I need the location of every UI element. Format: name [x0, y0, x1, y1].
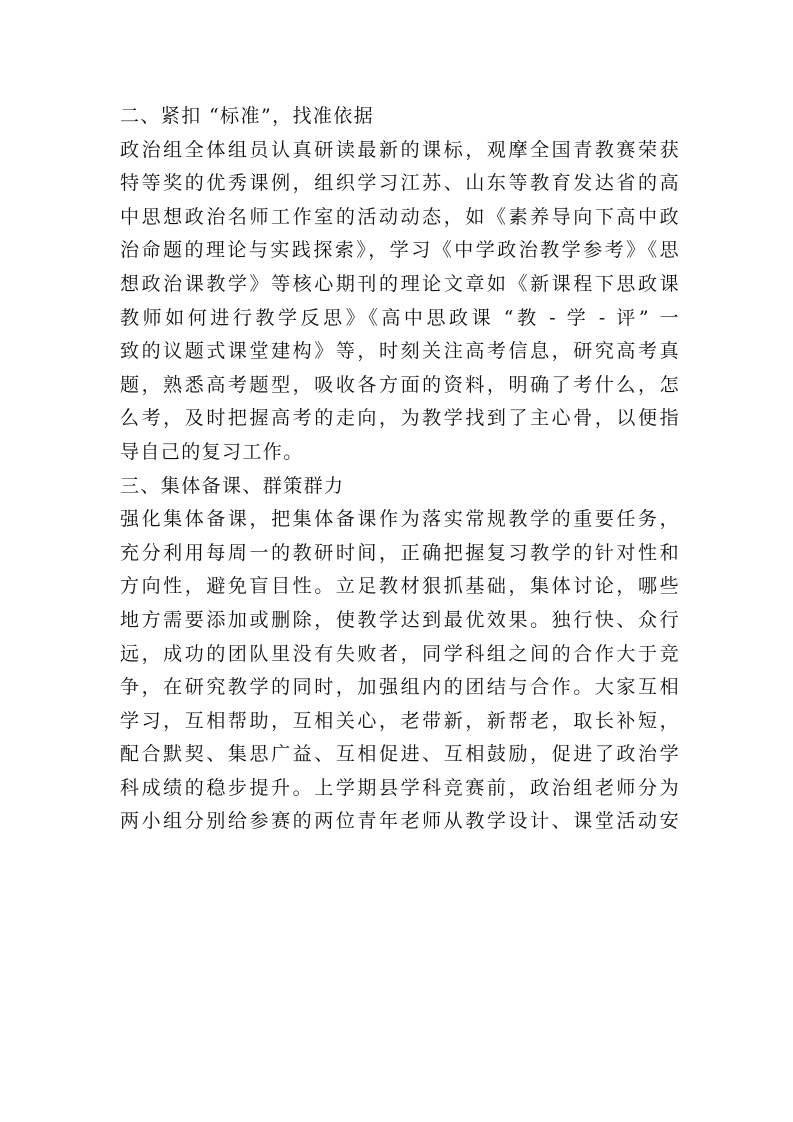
document-body	[120, 100, 680, 839]
paragraph-line: 地方需要添加或删除，使教学达到最优效果。独行快、众行	[120, 608, 680, 631]
paragraph-line: 导自己的复习工作。	[120, 440, 304, 463]
section-heading-2: 二、紧扣 “标准”，找准依据	[120, 105, 375, 127]
paragraph-line: 政治组全体组员认真研读最新的课标，观摩全国青教赛荣获	[120, 138, 680, 161]
paragraph-line: 么考，及时把握高考的走向，为教学找到了主心骨，以便指	[120, 407, 680, 430]
paragraph-line: 充分利用每周一的教研时间，正确把握复习教学的针对性和	[120, 541, 680, 564]
paragraph-line: 题，熟悉高考题型，吸收各方面的资料，明确了考什么，怎	[120, 373, 680, 396]
paragraph-line: 争，在研究教学的同时，加强组内的团结与合作。大家互相	[120, 676, 680, 699]
paragraph-line: 治命题的理论与实践探索》，学习《中学政治教学参考》《思	[120, 239, 680, 262]
paragraph-line: 教师如何进行教学反思》《高中思政课 “教 - 学 - 评” 一	[120, 306, 680, 329]
section-2-paragraph	[120, 134, 680, 470]
paragraph-line: 配合默契、集思广益、互相促进、互相鼓励，促进了政治学	[120, 743, 680, 766]
paragraph-line: 科成绩的稳步提升。上学期县学科竞赛前，政治组老师分为	[120, 776, 680, 799]
paragraph-line: 方向性，避免盲目性。立足教材狠抓基础，集体讨论，哪些	[120, 575, 680, 598]
paragraph-line: 学习，互相帮助，互相关心，老带新，新帮老，取长补短，	[120, 709, 680, 732]
paragraph-line: 强化集体备课，把集体备课作为落实常规教学的重要任务，	[120, 508, 680, 531]
paragraph-line: 特等奖的优秀课例，组织学习江苏、山东等教育发达省的高	[120, 172, 680, 195]
section-3-paragraph	[120, 503, 680, 839]
paragraph-line: 远，成功的团队里没有失败者，同学科组之间的合作大于竞	[120, 642, 680, 665]
section-heading-3: 三、集体备课、群策群力	[120, 474, 345, 497]
paragraph-line: 中思想政治名师工作室的活动动态，如《素养导向下高中政	[120, 205, 680, 228]
paragraph-line: 两小组分别给参赛的两位青年老师从教学设计、课堂活动安	[120, 810, 680, 833]
paragraph-line: 致的议题式课堂建构》等，时刻关注高考信息，研究高考真	[120, 340, 680, 363]
paragraph-line: 想政治课教学》等核心期刊的理论文章如《新课程下思政课	[120, 272, 680, 295]
